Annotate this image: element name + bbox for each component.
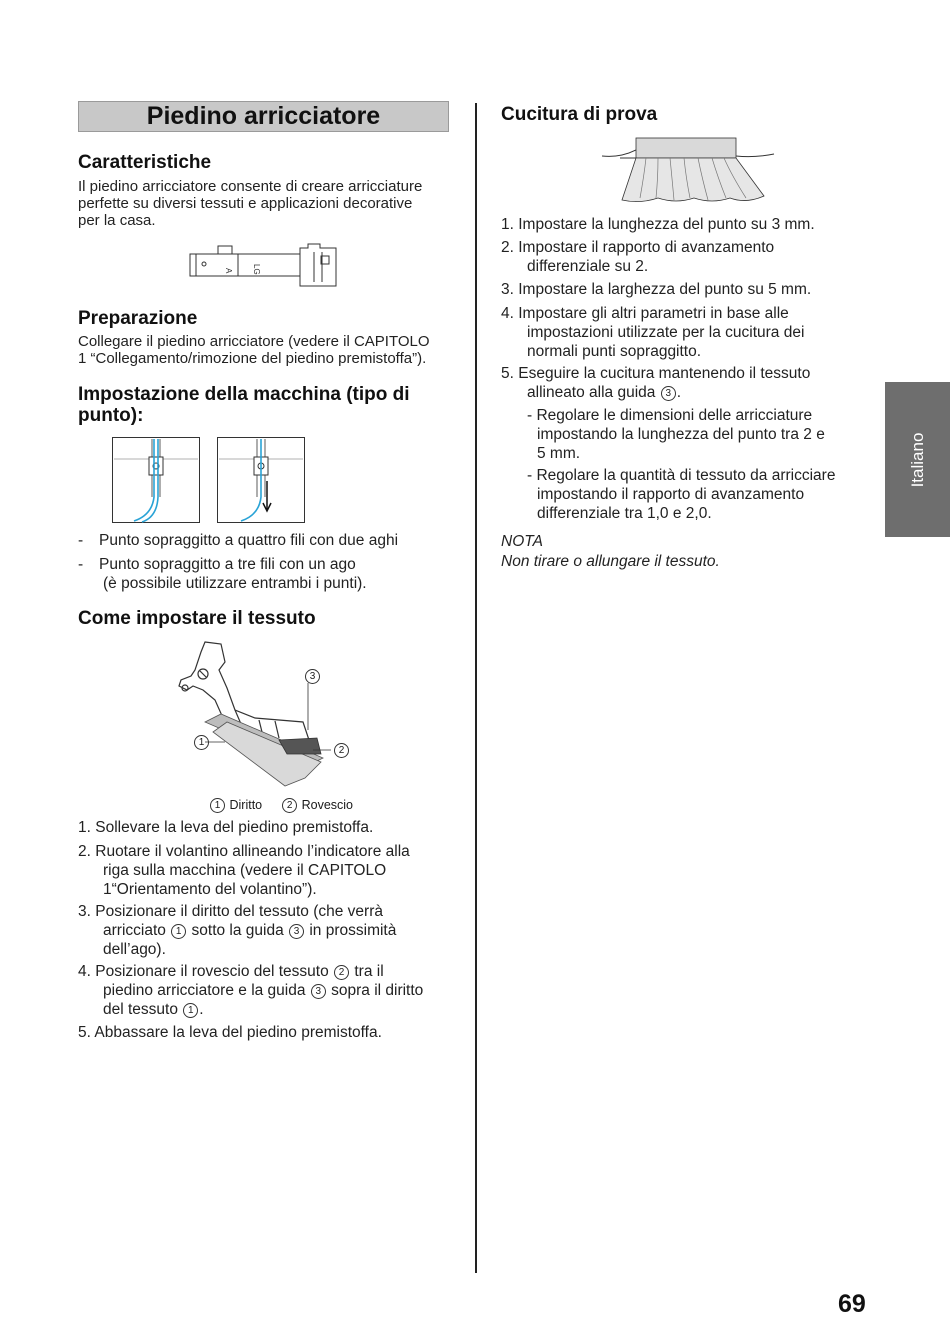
foot-marking-a: A <box>224 268 233 274</box>
callout-right-side: 1 <box>194 735 209 750</box>
gathered-fabric-illustration <box>600 136 776 206</box>
test-heading: Cucitura di prova <box>501 104 658 125</box>
page-title: Piedino arricciatore <box>78 101 449 132</box>
fabric-step-1: 1. Sollevare la leva del piedino premistoffa. <box>78 819 374 836</box>
callout-wrong-side: 2 <box>334 743 349 758</box>
test-step-5: 5. Eseguire la cucitura mantenendo il tessuto allineato alla guida 3 . <box>501 365 811 401</box>
machine-item-four-thread: - Punto sopraggitto a quattro fili con due aghi <box>78 532 399 549</box>
four-thread-stitch-diagram <box>112 437 200 523</box>
test-step-1: 1. Impostare la lunghezza del punto su 3 mm. <box>501 216 815 233</box>
machine-item-three-thread: - Punto sopraggitto a tre fili con un ago <box>78 556 356 573</box>
fabric-heading: Come impostare il tessuto <box>78 608 316 629</box>
fabric-step-3: 3. Posizionare il diritto del tessuto (che verrà arricciato 1 sotto la guida 3 in prossimità dell’ago). <box>78 903 397 958</box>
test-substep-gather-amount: - Regolare la quantità di tessuto da arricciare impostando il rapporto di avanzamento differenziale tra 1,0 e 2,0. <box>527 467 836 522</box>
callout-guide: 3 <box>305 669 320 684</box>
fabric-step-4: 4. Posizionare il rovescio del tessuto 2 tra il piedino arricciatore e la guida 3 sopra il diritto del tessuto 1 . <box>78 963 424 1018</box>
note-label: NOTA <box>501 533 543 550</box>
features-text: Il piedino arricciatore consente di creare arricciature perfette su diversi tessuti e applicazioni decorative per la casa. <box>78 178 423 229</box>
test-step-2: 2. Impostare il rapporto di avanzamento differenziale su 2. <box>501 239 775 275</box>
preparation-heading: Preparazione <box>78 308 198 329</box>
test-step-4: 4. Impostare gli altri parametri in base alle impostazioni utilizzate per la cucitura dei normali punti sopraggitto. <box>501 305 805 360</box>
fabric-step-2: 2. Ruotare il volantino allineando l’indicatore alla riga sulla macchina (vedere il CAPITOLO 1“Orientamento del volantino”). <box>78 843 410 898</box>
fabric-caption: 1 Diritto 2 Rovescio <box>209 798 353 813</box>
note-text: Non tirare o allungare il tessuto. <box>501 553 720 570</box>
test-substep-gather-size: - Regolare le dimensioni delle arricciature impostando la lunghezza del punto tra 2 e 5 mm. <box>527 407 825 462</box>
preparation-text: Collegare il piedino arricciatore (vedere il CAPITOLO 1 “Collegamento/rimozione del piedino premistoffa”). <box>78 333 430 367</box>
foot-marking-lg: LG <box>252 264 261 275</box>
language-tab: Italiano <box>885 382 950 537</box>
test-step-3: 3. Impostare la larghezza del punto su 5 mm. <box>501 281 812 298</box>
fabric-setup-illustration <box>175 640 355 790</box>
machine-heading: Impostazione della macchina (tipo di punto): <box>78 384 410 426</box>
three-thread-stitch-diagram <box>217 437 305 523</box>
features-heading: Caratteristiche <box>78 152 212 173</box>
page-number: 69 <box>838 1290 866 1318</box>
fabric-step-5: 5. Abbassare la leva del piedino premistoffa. <box>78 1024 382 1041</box>
column-divider <box>475 103 477 1273</box>
gathering-foot-illustration <box>188 240 340 290</box>
machine-item-note: (è possibile utilizzare entrambi i punti). <box>103 575 367 592</box>
